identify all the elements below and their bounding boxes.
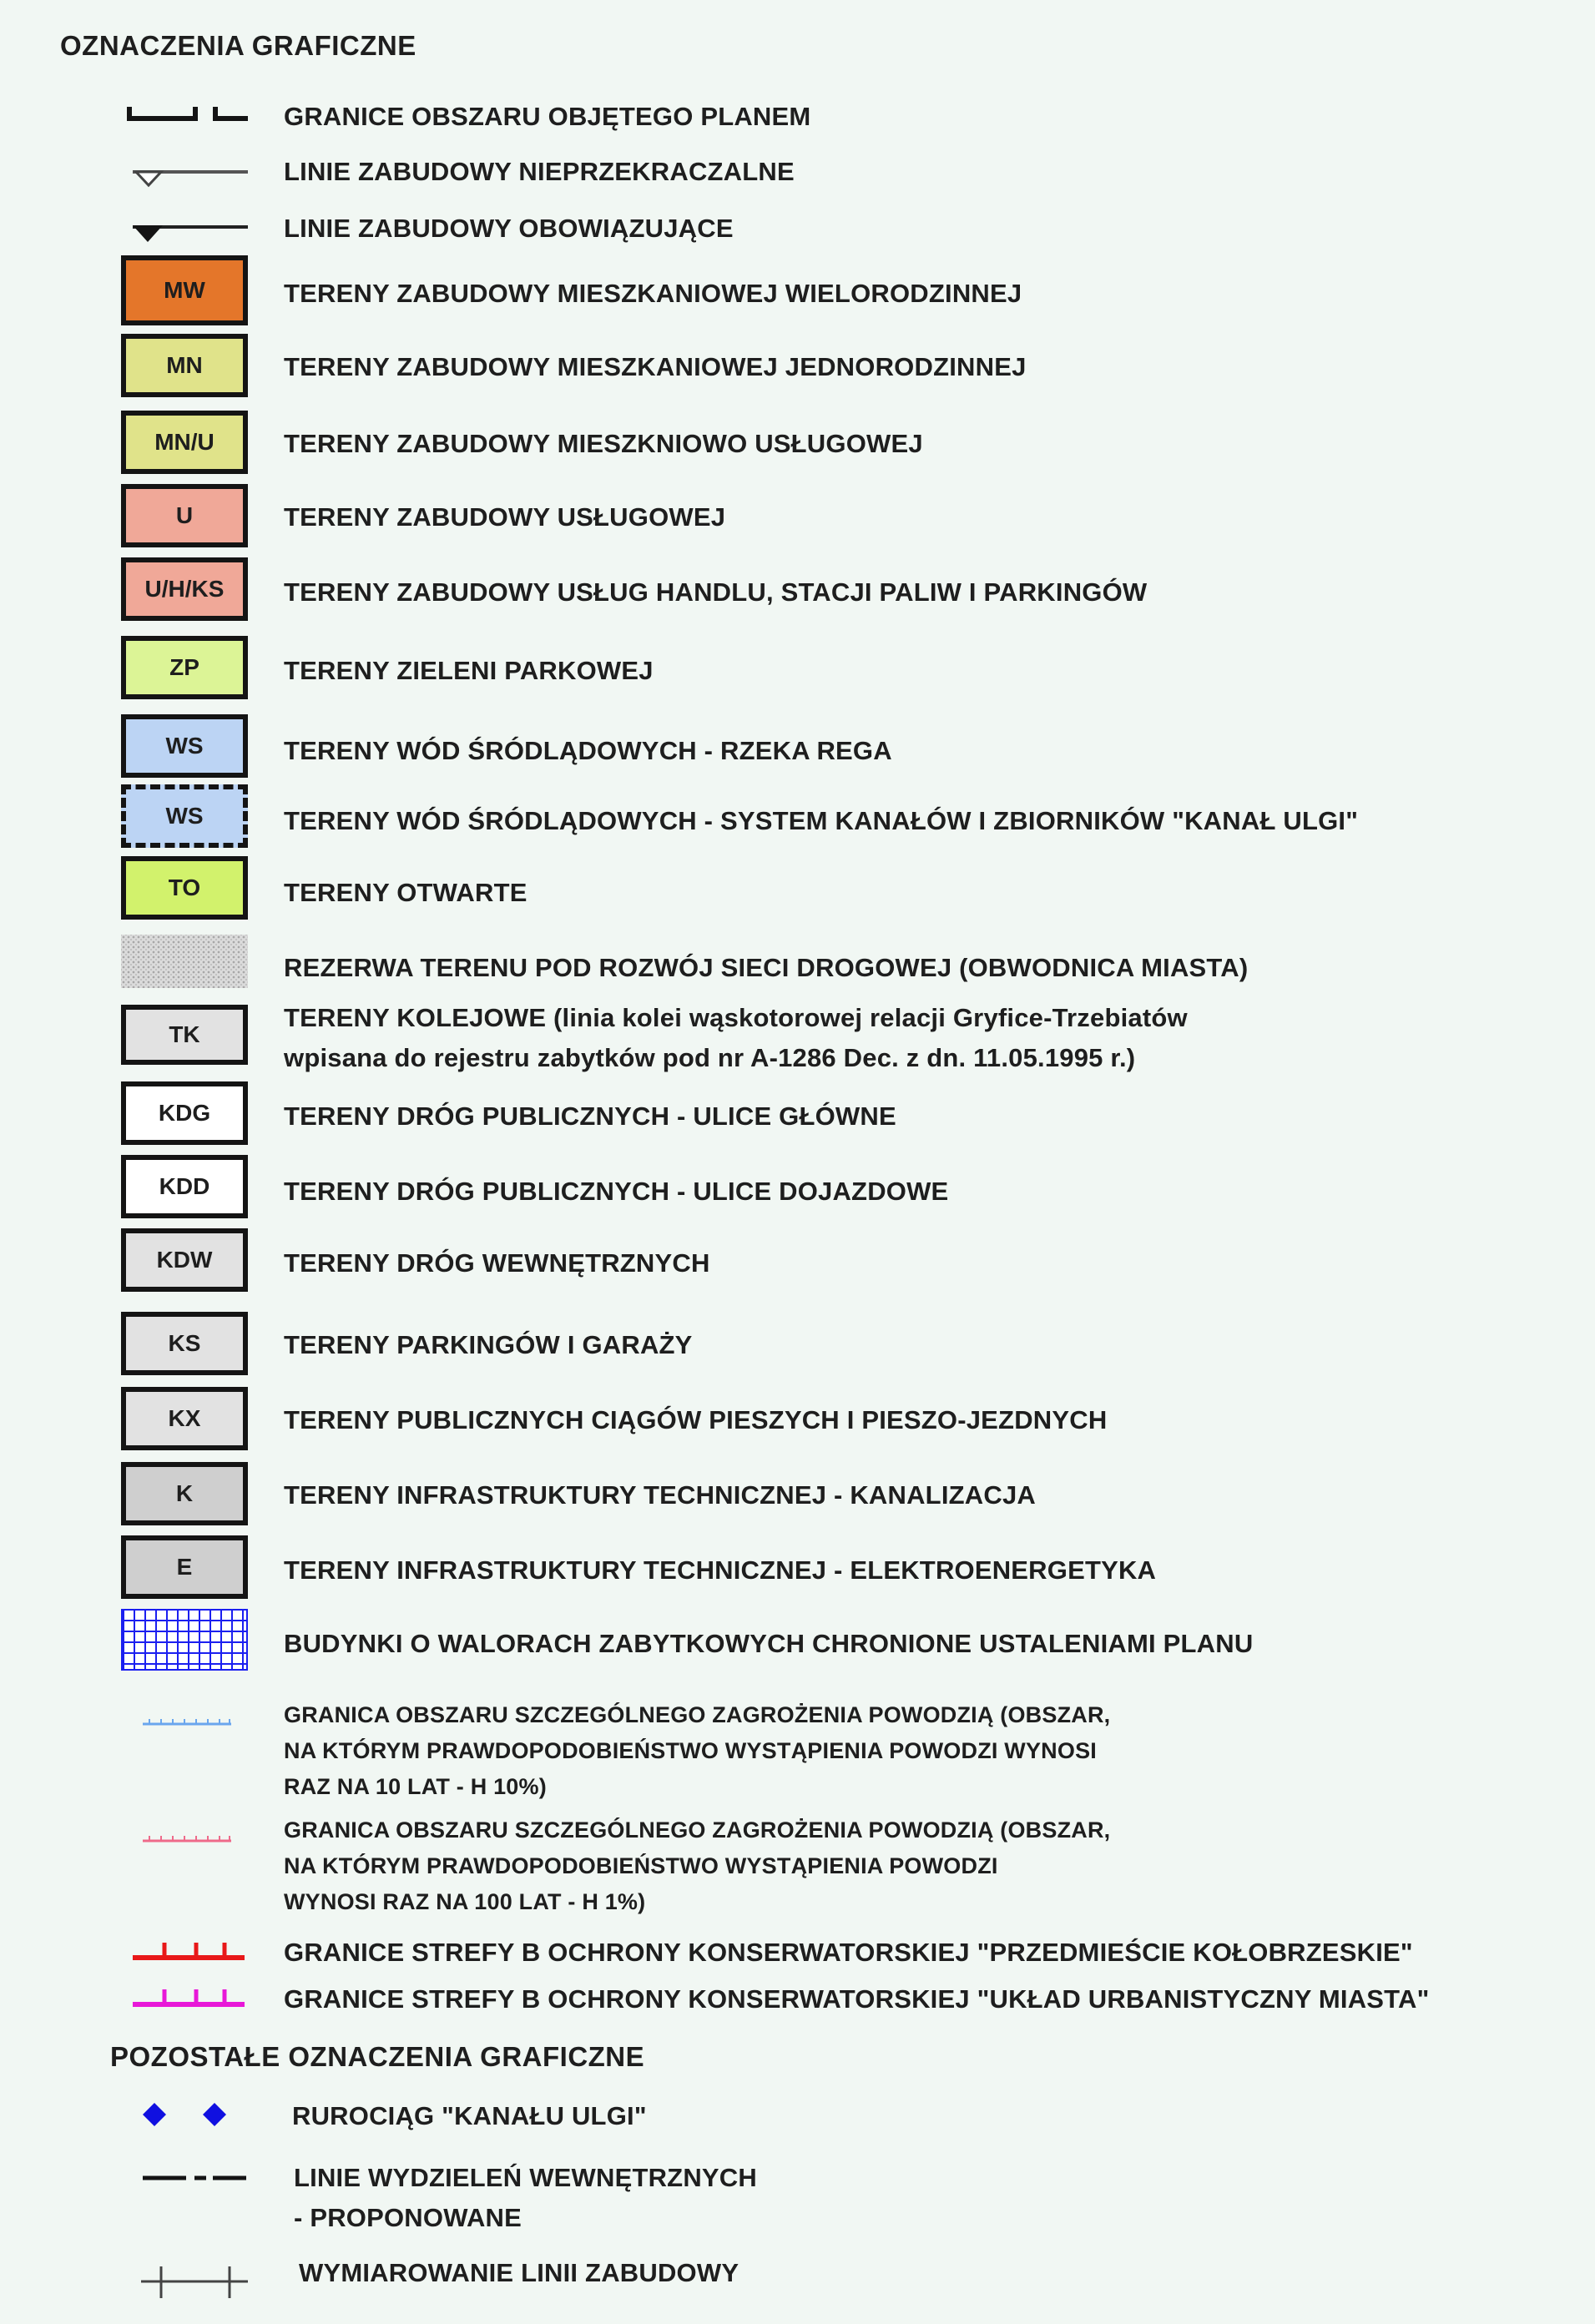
legend-label: TERENY WÓD ŚRÓDLĄDOWYCH - RZEKA REGA bbox=[284, 736, 892, 765]
legend-label: TERENY DRÓG PUBLICZNYCH - ULICE GŁÓWNE bbox=[284, 1102, 896, 1131]
legend-row-zone-zp bbox=[0, 636, 1595, 699]
legend-row-road-kx bbox=[0, 1387, 1595, 1450]
zone-swatch-ws-canals: WS bbox=[121, 784, 248, 848]
legend-row-road-kdd bbox=[0, 1155, 1595, 1218]
rail-label-line-1: TERENY KOLEJOWE (linia kolei wąskotorowej relacji Gryfice-Trzebiatów bbox=[284, 1003, 1188, 1032]
legend-label: REZERWA TERENU POD ROZWÓJ SIECI DROGOWEJ (OBWODNICA MIASTA) bbox=[284, 953, 1249, 982]
legend-row-conservation-uklad bbox=[0, 1979, 1595, 2021]
legend-row-mandatory-building-line bbox=[0, 204, 1595, 254]
zone-swatch-zp: ZP bbox=[121, 636, 248, 699]
flood-1-line-1: GRANICA OBSZARU SZCZEGÓLNEGO ZAGROŻENIA POWODZIĄ (OBSZAR, bbox=[284, 1817, 1111, 1843]
legend-label: TERENY INFRASTRUKTURY TECHNICZNEJ - ELEKTROENERGETYKA bbox=[284, 1555, 1157, 1585]
zone-swatch-k: K bbox=[121, 1462, 248, 1525]
legend-label-rail bbox=[284, 998, 1188, 1078]
flood-1-line-symbol bbox=[121, 1831, 248, 1851]
zone-swatch-mn-u: MN/U bbox=[121, 411, 248, 474]
zone-swatch-kx: KX bbox=[121, 1387, 248, 1450]
legend-heading: OZNACZENIA GRAFICZNE bbox=[60, 30, 416, 61]
legend-label-flood-10 bbox=[284, 1697, 1110, 1806]
legend-row-zone-mn bbox=[0, 334, 1595, 397]
legend-label: TERENY OTWARTE bbox=[284, 878, 527, 907]
legend-label: GRANICE STREFY B OCHRONY KONSERWATORSKIEJ "UKŁAD URBANISTYCZNY MIASTA" bbox=[284, 1984, 1430, 2014]
legend-row-zone-mn-u bbox=[0, 411, 1595, 474]
other-legend-heading: POZOSTAŁE OZNACZENIA GRAFICZNE bbox=[110, 2041, 645, 2072]
zone-swatch-kdw: KDW bbox=[121, 1228, 248, 1292]
legend-label: TERENY INFRASTRUKTURY TECHNICZNEJ - KANALIZACJA bbox=[284, 1480, 1036, 1510]
zone-swatch-kdg: KDG bbox=[121, 1081, 248, 1145]
legend-row-road-kdw bbox=[0, 1228, 1595, 1292]
legend-label: GRANICE OBSZARU OBJĘTEGO PLANEM bbox=[284, 102, 811, 131]
legend-label: TERENY ZABUDOWY USŁUGOWEJ bbox=[284, 502, 726, 532]
legend-row-non-exceedable-building-line bbox=[0, 149, 1595, 199]
legend-row-road-kdg bbox=[0, 1081, 1595, 1145]
legend-label: TERENY PARKINGÓW I GARAŻY bbox=[284, 1330, 693, 1359]
legend-row-infra-e bbox=[0, 1535, 1595, 1599]
zone-swatch-e: E bbox=[121, 1535, 248, 1599]
legend-label: LINIE ZABUDOWY NIEPRZEKRACZALNE bbox=[284, 157, 795, 186]
legend-label: RUROCIĄG "KANAŁU ULGI" bbox=[292, 2101, 647, 2130]
legend-row-pipeline bbox=[0, 2096, 1595, 2138]
legend-label: TERENY WÓD ŚRÓDLĄDOWYCH - SYSTEM KANAŁÓW I ZBIORNIKÓW "KANAŁ ULGI" bbox=[284, 806, 1359, 835]
dash-line-symbol bbox=[121, 2170, 248, 2186]
legend-label: WYMIAROWANIE LINII ZABUDOWY bbox=[299, 2258, 739, 2287]
legend-label: LINIE ZABUDOWY OBOWIĄZUJĄCE bbox=[284, 214, 734, 243]
zone-swatch-ws-river: WS bbox=[121, 714, 248, 778]
legend-row-flood-10 bbox=[0, 1697, 1595, 1804]
legend-row-road-reserve bbox=[0, 935, 1595, 990]
legend-label: TERENY DRÓG WEWNĘTRZNYCH bbox=[284, 1248, 710, 1278]
blue-diamonds-symbol bbox=[121, 2098, 248, 2131]
legend-row-plan-boundary bbox=[0, 93, 1595, 144]
flood-1-line-3: WYNOSI RAZ NA 100 LAT - H 1%) bbox=[284, 1889, 646, 1915]
zone-swatch-mw: MW bbox=[121, 255, 248, 325]
filled-triangle-line-symbol bbox=[121, 209, 248, 250]
legend-row-rail bbox=[0, 1005, 1595, 1075]
legend-row-conservation-przedmiescie bbox=[0, 1933, 1595, 1974]
legend-label: TERENY ZABUDOWY MIESZKANIOWEJ WIELORODZINNEJ bbox=[284, 279, 1022, 308]
flood-10-line-2: NA KTÓRYM PRAWDOPODOBIEŃSTWO WYSTĄPIENIA POWODZI WYNOSI bbox=[284, 1738, 1097, 1764]
legend-row-zone-u-h-ks bbox=[0, 557, 1595, 621]
legend-label: TERENY DRÓG PUBLICZNYCH - ULICE DOJAZDOWE bbox=[284, 1177, 949, 1206]
legend-row-internal-division bbox=[0, 2158, 1595, 2241]
plan-boundary-symbol bbox=[121, 98, 248, 140]
legend-row-infra-k bbox=[0, 1462, 1595, 1525]
rail-label-line-2: wpisana do rejestru zabytków pod nr A-1286 Dec. z dn. 11.05.1995 r.) bbox=[284, 1043, 1136, 1073]
conservation-red-line-symbol bbox=[121, 1934, 248, 1968]
legend-row-road-ks bbox=[0, 1312, 1595, 1375]
flood-10-line-3: RAZ NA 10 LAT - H 10%) bbox=[284, 1774, 547, 1800]
zone-swatch-u: U bbox=[121, 484, 248, 547]
legend-label: TERENY ZIELENI PARKOWEJ bbox=[284, 656, 654, 685]
dimension-line-symbol bbox=[121, 2256, 248, 2306]
zone-swatch-mn: MN bbox=[121, 334, 248, 397]
legend-label-flood-1 bbox=[284, 1812, 1110, 1921]
legend-label-internal-division bbox=[294, 2158, 757, 2238]
flood-10-line-1: GRANICA OBSZARU SZCZEGÓLNEGO ZAGROŻENIA POWODZIĄ (OBSZAR, bbox=[284, 1702, 1111, 1727]
legend-row-heritage-buildings bbox=[0, 1609, 1595, 1671]
conservation-magenta-line-symbol bbox=[121, 1981, 248, 2014]
heritage-buildings-swatch bbox=[121, 1609, 248, 1671]
road-reserve-swatch bbox=[121, 935, 248, 988]
legend-row-zone-to bbox=[0, 856, 1595, 920]
legend-row-dimension-line bbox=[0, 2253, 1595, 2308]
zone-swatch-ks: KS bbox=[121, 1312, 248, 1375]
legend-row-zone-ws-river bbox=[0, 714, 1595, 778]
legend-label: GRANICE STREFY B OCHRONY KONSERWATORSKIEJ "PRZEDMIEŚCIE KOŁOBRZESKIE" bbox=[284, 1938, 1413, 1967]
legend-label: BUDYNKI O WALORACH ZABYTKOWYCH CHRONIONE USTALENIAMI PLANU bbox=[284, 1629, 1254, 1658]
legend-label: TERENY ZABUDOWY USŁUG HANDLU, STACJI PALIW I PARKINGÓW bbox=[284, 577, 1148, 607]
flood-10-line-symbol bbox=[121, 1714, 248, 1734]
internal-division-line-2: - PROPONOWANE bbox=[294, 2203, 522, 2233]
legend-label: TERENY PUBLICZNYCH CIĄGÓW PIESZYCH I PIESZO-JEZDNYCH bbox=[284, 1405, 1108, 1434]
flood-1-line-2: NA KTÓRYM PRAWDOPODOBIEŃSTWO WYSTĄPIENIA POWODZI bbox=[284, 1853, 998, 1879]
legend-row-zone-mw bbox=[0, 255, 1595, 325]
legend-row-zone-u bbox=[0, 484, 1595, 547]
legend-label: TERENY ZABUDOWY MIESZKANIOWEJ JEDNORODZINNEJ bbox=[284, 352, 1027, 381]
zone-swatch-u-h-ks: U/H/KS bbox=[121, 557, 248, 621]
zone-swatch-tk: TK bbox=[121, 1005, 248, 1065]
legend-label: TERENY ZABUDOWY MIESZKNIOWO USŁUGOWEJ bbox=[284, 429, 923, 458]
legend-row-zone-ws-canals bbox=[0, 784, 1595, 848]
internal-division-line-1: LINIE WYDZIELEŃ WEWNĘTRZNYCH bbox=[294, 2163, 757, 2192]
open-triangle-line-symbol bbox=[121, 154, 248, 195]
zone-swatch-to: TO bbox=[121, 856, 248, 920]
legend-row-flood-1 bbox=[0, 1812, 1595, 1919]
zone-swatch-kdd: KDD bbox=[121, 1155, 248, 1218]
